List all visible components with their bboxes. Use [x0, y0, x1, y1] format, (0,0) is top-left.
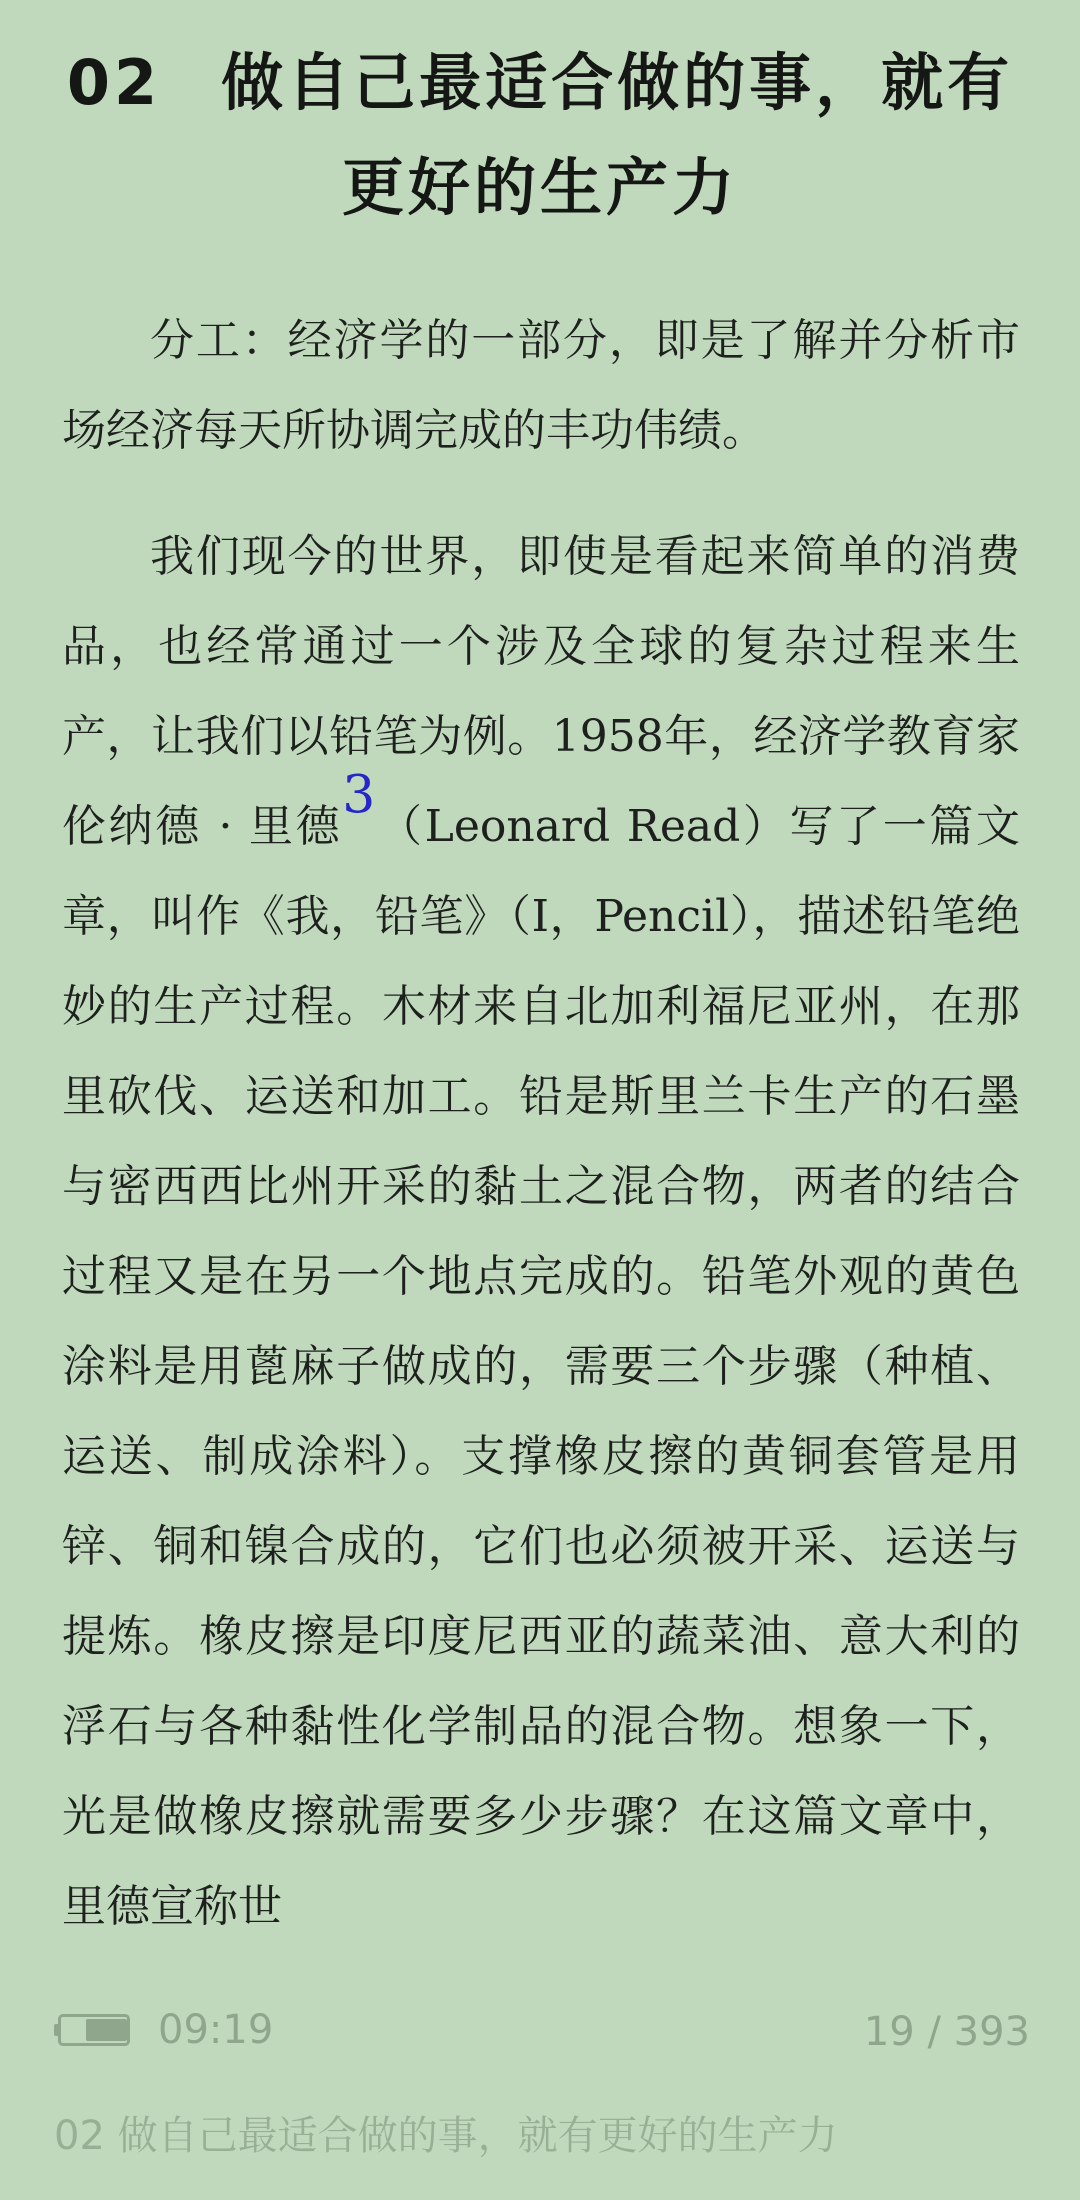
paragraph-2 [62, 512, 1020, 1948]
chapter-title [60, 30, 1020, 240]
footnote-link-3[interactable]: 3 [342, 765, 376, 826]
paragraph-2-text-after-note: （Leonard Read）写了一篇文章，叫作《我，铅笔》（I，Pencil），描述铅笔绝妙的生产过程。木材来自北加利福尼亚州，在那里砍伐、运送和加工。铅是斯里兰卡生产的石墨与密西西比州开采的黏土之混合物，两者的结合过程又是在另一个地点完成的。铅笔外观的黄色涂料是用蓖麻子做成的，需要三个步骤（种植、运送、制成涂料）。支撑橡皮擦的黄铜套管是用锌、铜和镍合成的，它们也必须被开采、运送与提炼。橡皮擦是印度尼西亚的蔬菜油、意大利的浮石与各种黏性化学制品的混合物。想象一下，光是做橡皮擦就需要多少步骤？在这篇文章中，里德宣称世 [62, 801, 1020, 1932]
running-chapter-header: 02 做自己最适合做的事，就有更好的生产力 [54, 2113, 838, 2159]
paragraph-1: 分工：经济学的一部分，即是了解并分析市场经济每天所协调完成的丰功伟绩。 [62, 315, 1020, 456]
reader-status-bar [0, 2000, 1080, 2060]
chapter-body [62, 296, 1020, 1948]
chapter-title-line-1: 做自己最适合做的事，就有 [221, 46, 1014, 119]
paragraph-2-text-before-note: 我们现今的世界，即使是看起来简单的消费品，也经常通过一个涉及全球的复杂过程来生产，让我们以铅笔为例。1958年，经济学教育家伦纳德 · 里德 [62, 531, 1020, 852]
battery-icon [54, 2014, 134, 2050]
clock: 09:19 [158, 2007, 274, 2053]
chapter-number: 02 [66, 46, 162, 119]
page-indicator: 19 / 393 [863, 2009, 1030, 2055]
chapter-title-line-2: 更好的生产力 [341, 151, 738, 224]
battery-fill [86, 2019, 127, 2041]
